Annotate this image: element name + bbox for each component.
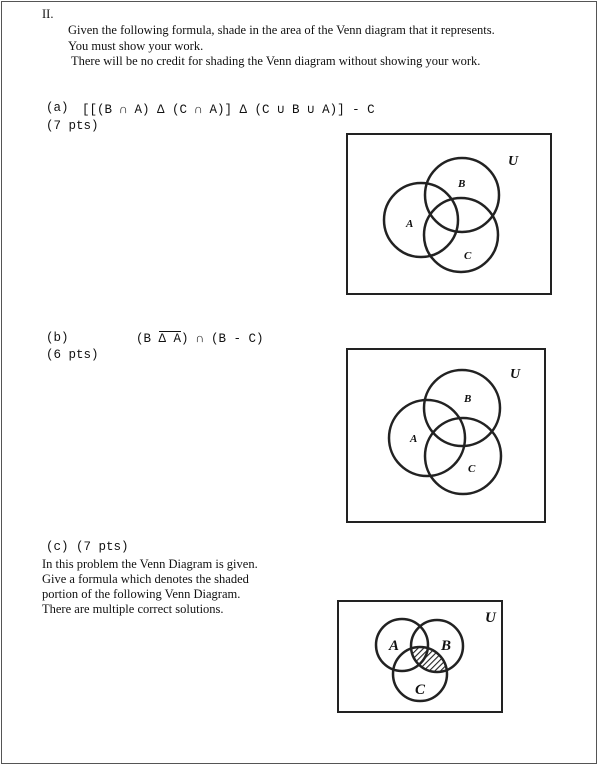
venn-diagram-a[interactable] [346, 133, 552, 295]
venn-c-label-u: U [485, 610, 496, 626]
venn-b-label-u: U [510, 367, 521, 382]
venn-b-svg [348, 350, 544, 521]
problem-c-text-4: There are multiple correct solutions. [42, 602, 224, 616]
venn-a-svg [348, 135, 550, 293]
venn-a-circle-c [424, 198, 498, 272]
problem-c-text-1: In this problem the Venn Diagram is given. [42, 557, 258, 571]
instruction-line-1: Given the following formula, shade in the area of the Venn diagram that it represents. [68, 23, 495, 37]
venn-diagram-c [337, 600, 503, 713]
venn-b-label-a: A [410, 433, 418, 445]
problem-a-points: (7 pts) [46, 119, 99, 133]
venn-c-label-a: A [389, 638, 400, 654]
problem-b-points: (6 pts) [46, 348, 99, 362]
problem-a-formula: [[(B ∩ A) Δ (C ∩ A)] Δ (C ∪ B ∪ A)] - C [82, 103, 375, 117]
venn-b-label-c: C [468, 463, 476, 475]
venn-a-label-b: B [458, 178, 466, 190]
problem-a-label: (a) [46, 101, 69, 115]
venn-a-label-u: U [508, 154, 519, 169]
venn-c-label-c: C [415, 682, 426, 698]
venn-c-svg [339, 602, 501, 711]
section-number: II. [42, 7, 54, 21]
problem-c-label: (c) (7 pts) [46, 540, 129, 554]
problem-b-formula-complement: Δ A [158, 332, 182, 346]
venn-a-label-c: C [464, 250, 472, 262]
venn-a-circle-a [384, 183, 458, 257]
problem-b-formula [136, 331, 264, 346]
problem-b-formula-right: ) ∩ (B - C) [181, 332, 264, 346]
venn-diagram-b[interactable] [346, 348, 546, 523]
venn-a-label-a: A [406, 218, 414, 230]
instruction-line-2: You must show your work. [68, 39, 204, 53]
venn-b-circle-b [424, 370, 500, 446]
venn-b-label-b: B [464, 393, 472, 405]
venn-a-circle-b [425, 158, 499, 232]
problem-b-formula-left: (B [136, 332, 159, 346]
venn-c-label-b: B [441, 638, 452, 654]
problem-c-text-2: Give a formula which denotes the shaded [42, 572, 249, 586]
problem-b-label: (b) [46, 331, 69, 345]
instruction-line-3: There will be no credit for shading the Venn diagram without showing your work. [71, 54, 481, 68]
problem-c-text-3: portion of the following Venn Diagram. [42, 587, 241, 601]
